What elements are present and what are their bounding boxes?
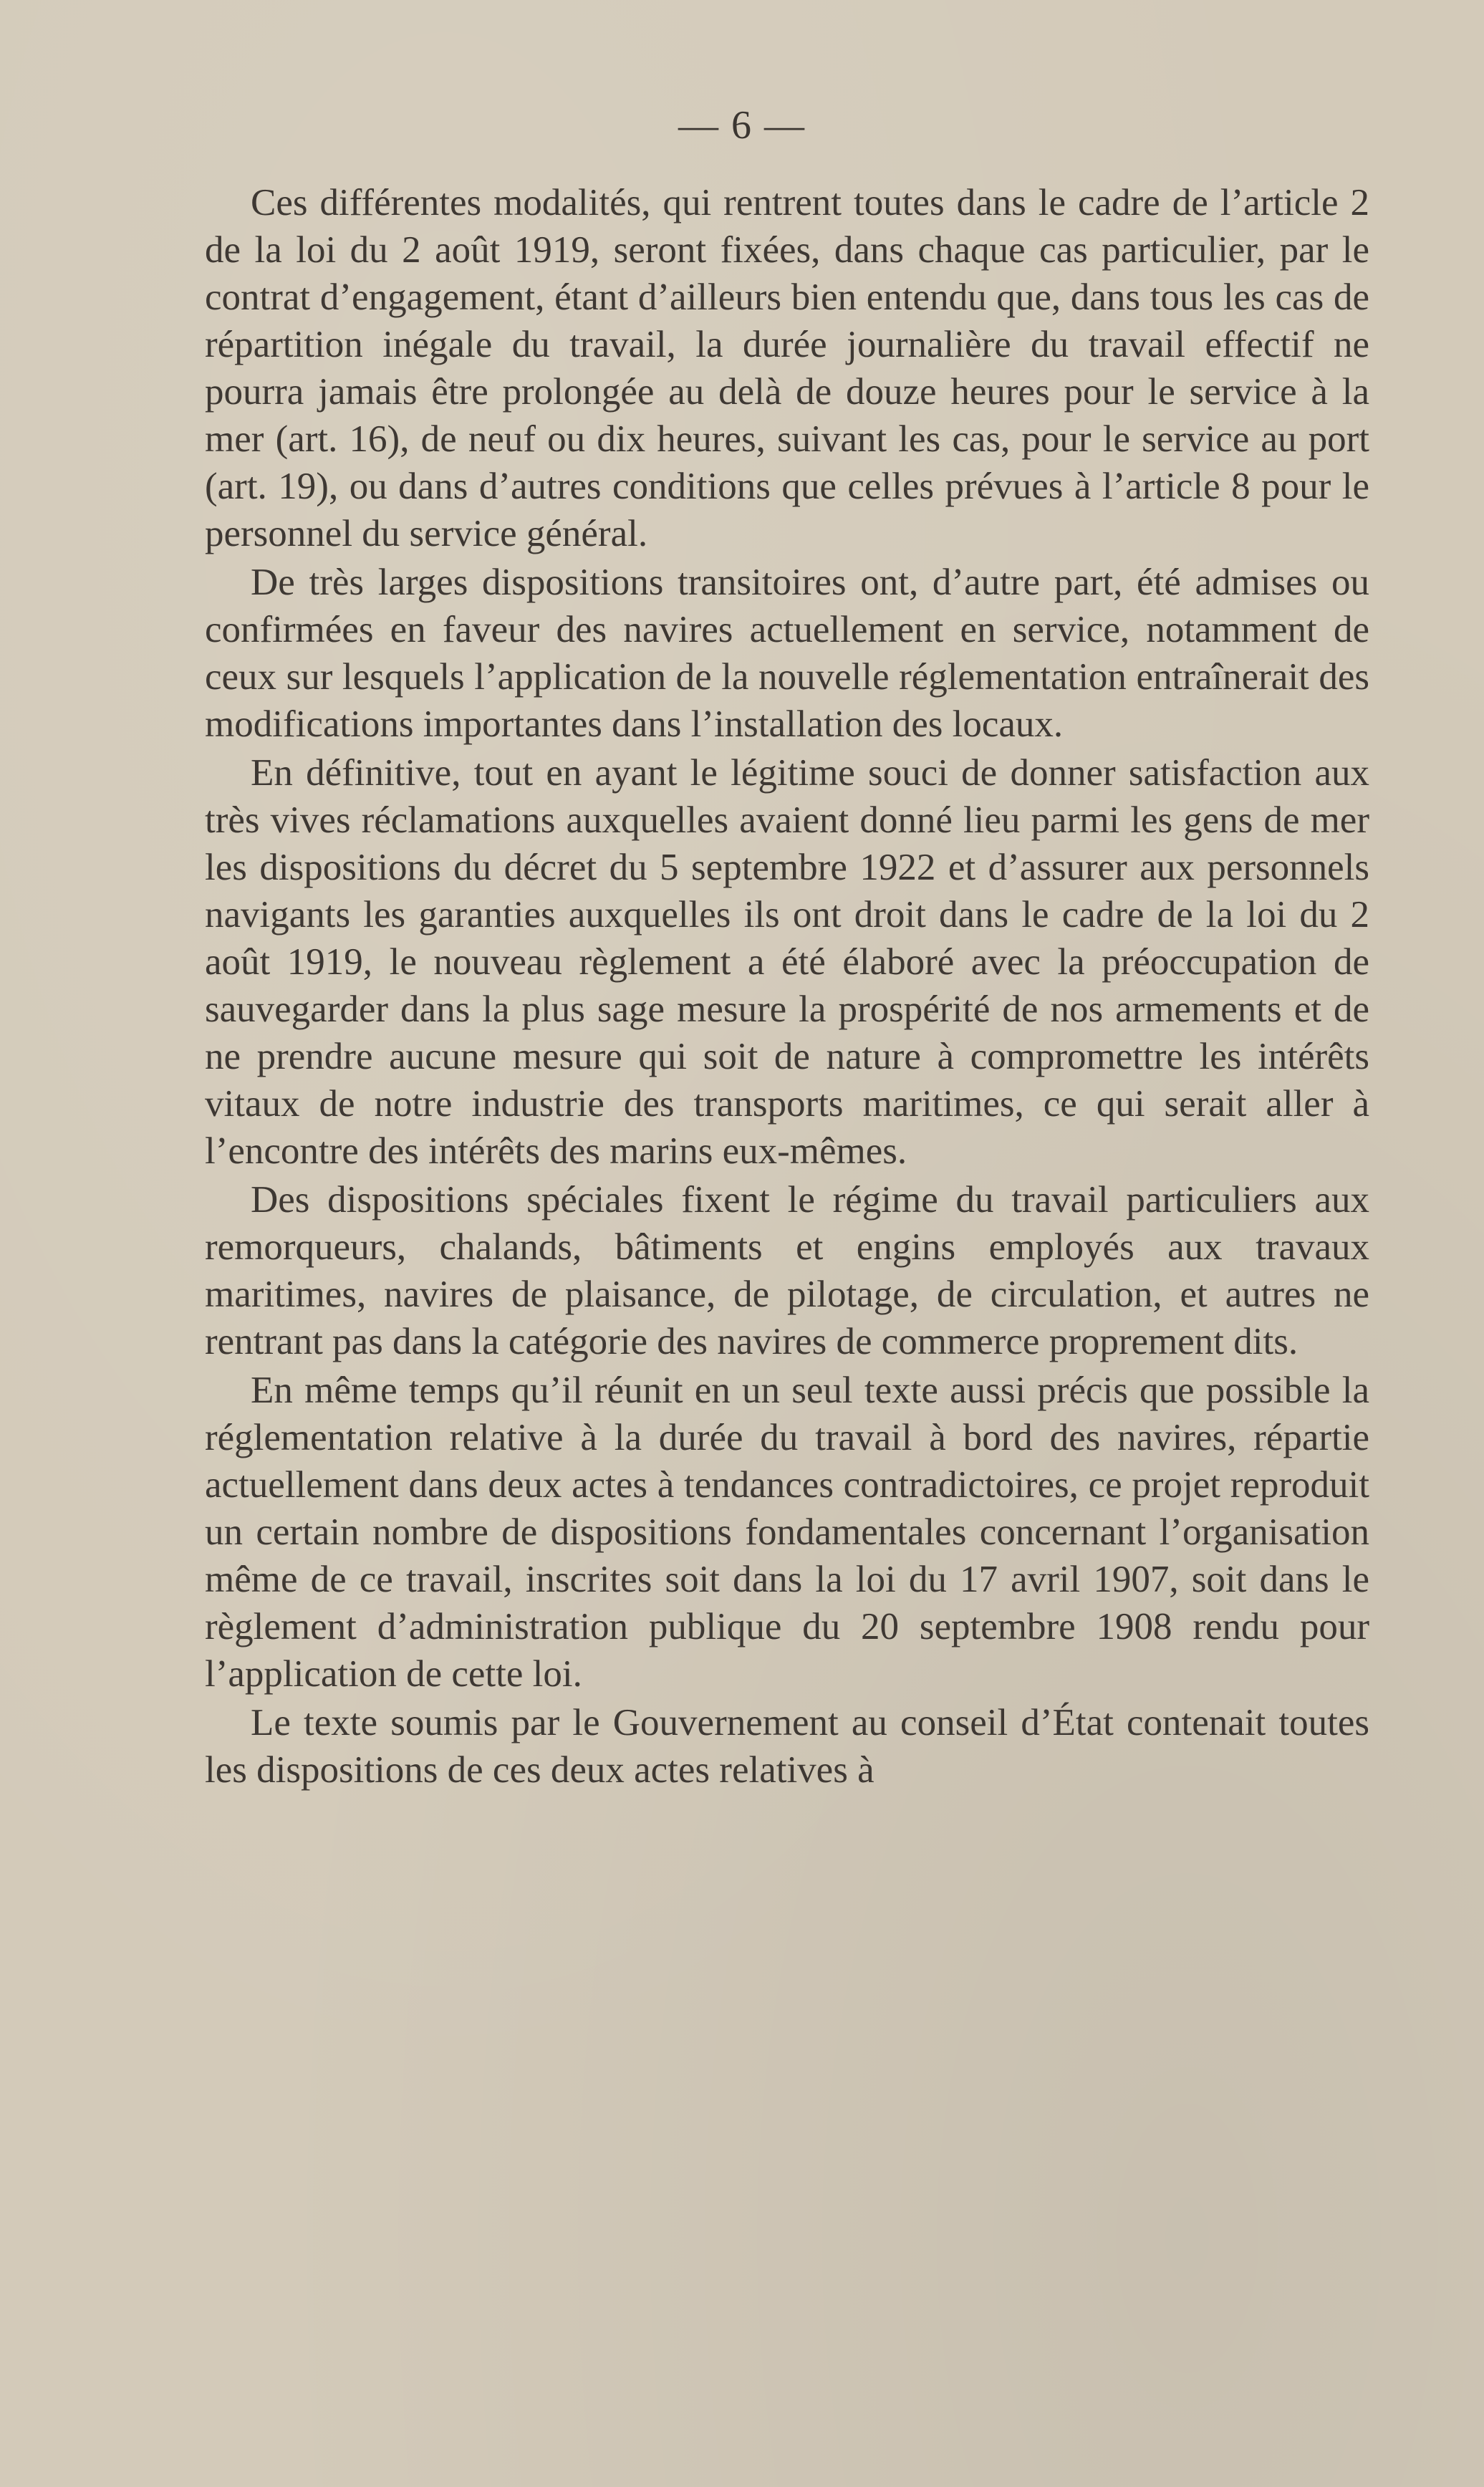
body-text [205,179,1369,1794]
page-number: — 6 — [678,103,806,148]
paragraph: En définitive, tout en ayant le légitime souci de donner satisfaction aux très vives réclamations auxquelles avaient donné lieu parmi les gens de mer les dispositions du décret du 5 septembre 1922 et d’assurer aux personnels navigants les garanties auxquelles ils ont droit dans le cadre de la loi du 2 août 1919, le nouveau règlement a été élaboré avec la préoccupation de sauvegarder dans la plus sage mesure la prospérité de nos armements et de ne prendre aucune mesure qui soit de nature à compromettre les intérêts vitaux de notre industrie des transports maritimes, ce qui serait aller à l’encontre des intérêts des marins eux-mêmes. [205,752,1369,1172]
paragraph: Le texte soumis par le Gouvernement au conseil d’État contenait toutes les dispositions de ces deux actes relatives à [205,1702,1369,1791]
paragraph: De très larges dispositions transitoires ont, d’autre part, été admises ou confirmées en faveur des navires actuellement en service, notamment de ceux sur lesquels l’application de la nouvelle réglementation entraînerait des modifications importantes dans l’installation des locaux. [205,562,1369,745]
paragraph: Des dispositions spéciales fixent le régime du travail particuliers aux remorqueurs, chalands, bâtiments et engins employés aux travaux maritimes, navires de plaisance, de pilotage, de circulation, et autres ne rentrant pas dans la catégorie des navires de commerce proprement dits. [205,1179,1369,1362]
paragraph: En même temps qu’il réunit en un seul texte aussi précis que possible la réglementation relative à la durée du travail à bord des navires, répartie actuellement dans deux actes à tendances contradictoires, ce projet reproduit un certain nombre de dispositions fondamentales concernant l’organisation même de ce travail, inscrites soit dans la loi du 17 avril 1907, soit dans le règlement d’administration publique du 20 septembre 1908 rendu pour l’application de cette loi. [205,1370,1369,1695]
paragraph: Ces différentes modalités, qui rentrent toutes dans le cadre de l’article 2 de la loi du 2 août 1919, seront fixées, dans chaque cas particulier, par le contrat d’engagement, étant d’ailleurs bien entendu que, dans tous les cas de répartition inégale du travail, la durée journalière du travail effectif ne pourra jamais être prolongée au delà de douze heures pour le service à la mer (art. 16), de neuf ou dix heures, suivant les cas, pour le service au port (art. 19), ou dans d’autres conditions que celles prévues à l’article 8 pour le personnel du service général. [205,182,1369,554]
